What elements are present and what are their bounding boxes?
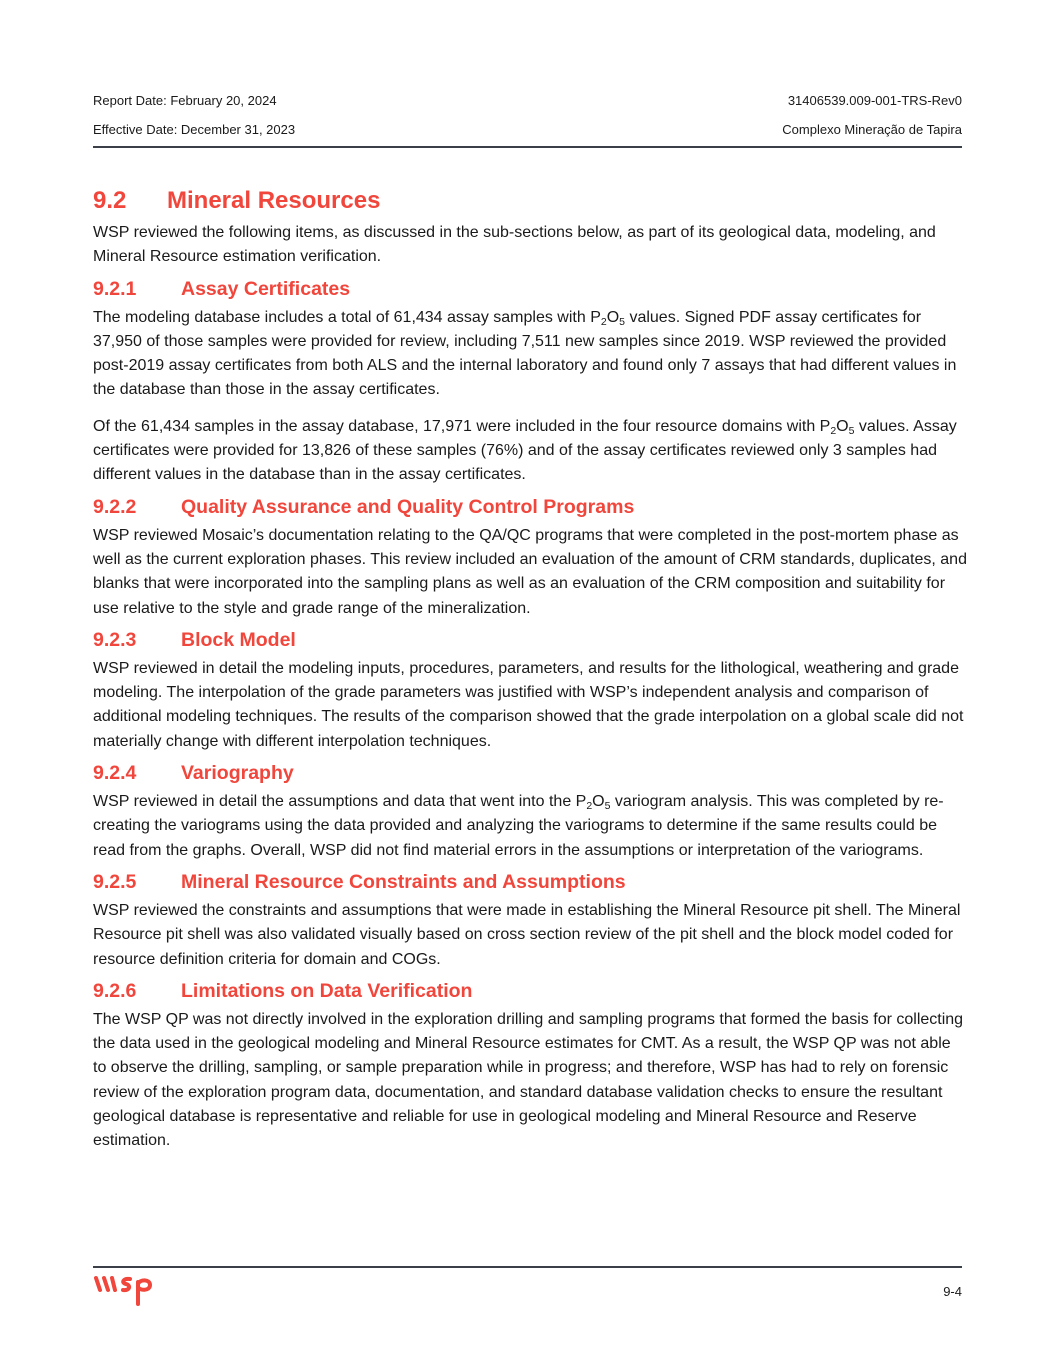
effective-date: Effective Date: December 31, 2023 (93, 122, 296, 137)
subsection-title: Variography (181, 762, 294, 785)
subsection-title: Mineral Resource Constraints and Assumptions (181, 870, 626, 893)
subsection-title: Assay Certificates (181, 277, 351, 300)
subsection-number: 9.2.1 (93, 277, 137, 300)
section-intro: WSP reviewed the following items, as discussed in the sub-sections below, as part of its geological data, modeling, and Mineral Resource estimation verification. (93, 224, 936, 266)
subsection-number: 9.2.4 (93, 762, 137, 785)
subsection-title: Quality Assurance and Quality Control Programs (181, 495, 635, 518)
paragraph: WSP reviewed Mosaic’s documentation relating to the QA/QC programs that were completed in the post-mortem phase as well as the current exploration phases. This review included an evaluation of the amount of CRM standards, duplicates, and blanks that were incorporated into the sampling plans as well as an evaluation of the CRM composition and suitability for use relative to the style and grade range of the mineralization. (93, 526, 967, 617)
subsection-heading-limitations (93, 979, 968, 1003)
document-body (93, 186, 968, 1160)
subsection-heading-qaqc (93, 495, 968, 519)
wsp-logo (93, 1274, 157, 1313)
subsection-heading-block-model (93, 628, 968, 652)
subsection-title: Limitations on Data Verification (181, 979, 473, 1002)
section-number: 9.2 (93, 187, 127, 214)
paragraph: WSP reviewed in detail the assumptions and data that went into the P2O5 variogram analysis. This was completed by re-creating the variograms using the data provided and analyzing the variograms to determine if the same results could be read from the graphs. Overall, WSP did not find material errors in the assumptions or interpretation of the variograms. (93, 793, 944, 859)
paragraph: WSP reviewed the constraints and assumptions that were made in establishing the Mineral Resource pit shell. The Mineral Resource pit shell was also validated visually based on cross section review of the pit shell and the block model coded for resource definition criteria for domain and COGs. (93, 901, 961, 968)
header-divider (93, 146, 962, 148)
subsection-heading-variography (93, 761, 968, 785)
paragraph: The WSP QP was not directly involved in the exploration drilling and sampling programs that formed the basis for collecting the data used in the geological modeling and Mineral Resource estimates for CMT. As a result, the WSP QP was not able to observe the drilling, sampling, or sample preparation while in progress; and therefore, WSP has had to rely on forensic review of the exploration program data, documentation, and standard database validation checks to ensure the resultant geological database is representative and reliable for use in geological modeling and Mineral Resource and Reserve estimation. (93, 1010, 964, 1150)
paragraph: WSP reviewed in detail the modeling inputs, procedures, parameters, and results for the lithological, weathering and grade modeling. The interpolation of the grade parameters was justified with WSP’s independent analysis and comparison of additional modeling techniques. The results of the comparison showed that the grade interpolation on a global scale did not materially change with different interpolation techniques. (93, 659, 964, 750)
document-number: 31406539.009-001-TRS-Rev0 (787, 93, 962, 108)
section-heading (93, 186, 968, 216)
wsp-logo-icon (93, 1274, 157, 1308)
subsection-title: Block Model (181, 628, 296, 651)
subsection-number: 9.2.2 (93, 495, 137, 518)
subsection-heading-constraints (93, 870, 968, 894)
paragraph: Of the 61,434 samples in the assay database, 17,971 were included in the four resource domains with P2O5 values. Assay certificates were provided for 13,826 of these samples (76%) and of the assay certificates reviewed only 3 samples had different values in the database than in the assay certificates. (93, 417, 957, 484)
subsection-number: 9.2.5 (93, 870, 137, 893)
project-name: Complexo Mineração de Tapira (782, 122, 962, 137)
footer-divider (93, 1266, 962, 1268)
paragraph: The modeling database includes a total of 61,434 assay samples with P2O5 values. Signed PDF assay certificates for 37,950 of those samples were provided for review, including 7,511 new samples since 2019. WSP reviewed the provided post-2019 assay certificates from both ALS and the internal laboratory and found only 7 assays that had different values in the database than those in the assay certificates. (93, 308, 957, 399)
subsection-heading-assay-certificates (93, 277, 968, 301)
report-date: Report Date: February 20, 2024 (93, 93, 277, 108)
page-number: 9-4 (943, 1284, 962, 1299)
subsection-number: 9.2.6 (93, 979, 137, 1002)
subsection-number: 9.2.3 (93, 628, 137, 651)
section-title: Mineral Resources (167, 187, 381, 214)
page-header (93, 93, 962, 138)
